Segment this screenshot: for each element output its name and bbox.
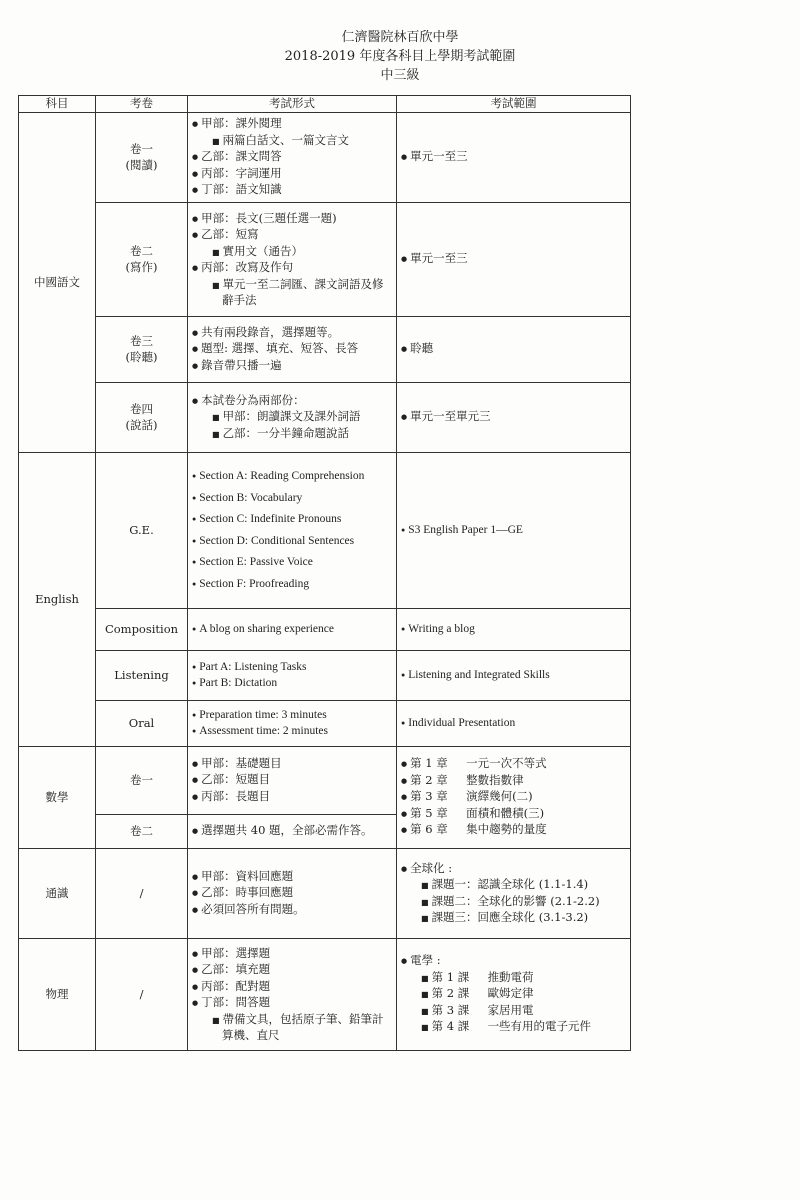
scope-cell xyxy=(397,747,631,849)
paper-subtitle: (寫作) xyxy=(125,259,158,274)
list-item: ■ 乙部：一分半鐘命題說話 xyxy=(192,426,392,443)
scope-cell xyxy=(397,383,631,453)
format-cell xyxy=(188,651,397,701)
subject-cell: English xyxy=(19,453,96,747)
lesson-title: 家居用電 xyxy=(487,1002,534,1017)
paper-cell: / xyxy=(96,849,188,939)
chapter-number: 第 5 章 xyxy=(410,805,448,820)
list-item: ■ 課題一：認識全球化 (1.1-1.4) xyxy=(401,877,626,894)
table-row xyxy=(19,203,631,317)
chapter-number: 第 2 章 xyxy=(410,772,448,787)
scope-cell xyxy=(397,939,631,1051)
table-row xyxy=(19,747,631,815)
list-item xyxy=(401,806,626,823)
list-item: ● 錄音帶只播一遍 xyxy=(192,358,392,375)
table-row xyxy=(19,383,631,453)
list-item: ● A blog on sharing experience xyxy=(192,622,392,638)
format-cell xyxy=(188,701,397,747)
list-item: ● 單元一至單元三 xyxy=(401,409,626,426)
list-item: ● 題型: 選擇、填充、短答、長答 xyxy=(192,341,392,358)
table-row xyxy=(19,939,631,1051)
chapter-number: 第 6 章 xyxy=(410,822,448,837)
list-item: ■ 兩篇白話文、一篇文言文 xyxy=(192,133,392,150)
list-item xyxy=(401,789,626,806)
list-item: ● 必須回答所有問題。 xyxy=(192,902,392,919)
list-item: ● S3 English Paper 1—GE xyxy=(401,523,626,539)
list-item: ● 乙部：填充題 xyxy=(192,962,392,979)
chapter-title: 集中趨勢的量度 xyxy=(466,822,547,837)
list-item: ● 甲部：資料回應題 xyxy=(192,869,392,886)
table-row xyxy=(19,113,631,203)
subject-cell: 通識 xyxy=(19,849,96,939)
paper-cell: G.E. xyxy=(96,453,188,609)
chapter-title: 一元一次不等式 xyxy=(466,756,547,771)
scope-cell xyxy=(397,701,631,747)
paper-name: 卷二 xyxy=(130,244,153,258)
scope-cell xyxy=(397,317,631,383)
lesson-title: 推動電荷 xyxy=(487,969,534,984)
list-item: ● Listening and Integrated Skills xyxy=(401,668,626,684)
paper-name: 卷四 xyxy=(130,402,153,416)
document-title: 2018-2019 年度各科目上學期考試範圍 xyxy=(284,49,516,64)
list-item: ● Writing a blog xyxy=(401,622,626,638)
format-cell xyxy=(188,939,397,1051)
paper-cell xyxy=(96,317,188,383)
paper-cell xyxy=(96,203,188,317)
table-row xyxy=(19,609,631,651)
list-item: ● 甲部：選擇題 xyxy=(192,946,392,963)
list-item: ● 乙部：時事回應題 xyxy=(192,885,392,902)
table-row xyxy=(19,701,631,747)
paper-cell: Composition xyxy=(96,609,188,651)
list-item: ● 選擇題共 40 題，全部必需作答。 xyxy=(192,823,392,840)
paper-subtitle: (聆聽) xyxy=(125,349,158,364)
scope-cell xyxy=(397,203,631,317)
table-row xyxy=(19,849,631,939)
scope-cell xyxy=(397,849,631,939)
format-cell xyxy=(188,609,397,651)
scope-cell xyxy=(397,651,631,701)
list-item xyxy=(401,970,626,987)
list-item: ● 甲部：基礎題目 xyxy=(192,756,392,773)
list-item: ● Section D: Conditional Sentences xyxy=(192,534,392,550)
list-item: ● Section E: Passive Voice xyxy=(192,555,392,571)
list-item: ■ 課題三：回應全球化 (3.1-3.2) xyxy=(401,910,626,927)
format-cell xyxy=(188,203,397,317)
header-subject: 科目 xyxy=(19,96,96,113)
list-item: ● 甲部：課外閱理 xyxy=(192,116,392,133)
exam-scope-table xyxy=(18,95,631,1051)
list-item: ■ 單元一至二詞匯、課文詞語及修辭手法 xyxy=(192,277,392,309)
table-row xyxy=(19,317,631,383)
paper-name: 卷三 xyxy=(130,334,153,348)
paper-cell xyxy=(96,113,188,203)
chapter-title: 整數指數律 xyxy=(466,772,524,787)
list-item xyxy=(401,1003,626,1020)
paper-cell: 卷一 xyxy=(96,747,188,815)
school-name: 仁濟醫院林百欣中學 xyxy=(341,30,459,45)
paper-name: 卷一 xyxy=(130,142,153,156)
list-item: ● Part B: Dictation xyxy=(192,676,392,692)
table-row xyxy=(19,651,631,701)
paper-subtitle: (閱讀) xyxy=(125,157,158,172)
paper-cell: Listening xyxy=(96,651,188,701)
lesson-title: 一些有用的電子元件 xyxy=(487,1019,592,1034)
format-cell xyxy=(188,317,397,383)
lesson-number: 第 2 課 xyxy=(431,986,470,1001)
format-cell xyxy=(188,815,397,849)
subject-cell: 物理 xyxy=(19,939,96,1051)
list-item: ● 全球化 : xyxy=(401,861,626,878)
scope-cell xyxy=(397,609,631,651)
scope-cell xyxy=(397,453,631,609)
list-item: ● 乙部：短題目 xyxy=(192,772,392,789)
list-item: ● Assessment time: 2 minutes xyxy=(192,724,392,740)
list-item xyxy=(401,1019,626,1036)
list-item: ■ 甲部：朗讀課文及課外詞語 xyxy=(192,409,392,426)
format-cell xyxy=(188,113,397,203)
list-item: ● 本試卷分為兩部份： xyxy=(192,393,392,410)
list-item xyxy=(401,822,626,839)
list-item: ● Section C: Indefinite Pronouns xyxy=(192,512,392,528)
list-item: ● Preparation time: 3 minutes xyxy=(192,708,392,724)
paper-cell xyxy=(96,383,188,453)
list-item: ● Section B: Vocabulary xyxy=(192,491,392,507)
list-item: ● 丙部：字詞運用 xyxy=(192,166,392,183)
table-row xyxy=(19,453,631,609)
list-item: ● Part A: Listening Tasks xyxy=(192,660,392,676)
format-cell xyxy=(188,747,397,815)
list-item: ● Individual Presentation xyxy=(401,716,626,732)
header-format: 考試形式 xyxy=(188,96,397,113)
chapter-title: 演繹幾何(二) xyxy=(466,789,533,804)
chapter-title: 面積和體積(三) xyxy=(466,805,545,820)
list-item: ● 甲部：長文(三題任選一題) xyxy=(192,211,392,228)
list-item: ● 單元一至三 xyxy=(401,251,626,268)
lesson-number: 第 3 課 xyxy=(431,1002,470,1017)
lesson-number: 第 1 課 xyxy=(431,969,470,984)
lesson-title: 歐姆定律 xyxy=(487,986,534,1001)
list-item: ● 丁部：語文知識 xyxy=(192,182,392,199)
subject-cell: 數學 xyxy=(19,747,96,849)
chapter-number: 第 3 章 xyxy=(410,789,448,804)
document-header xyxy=(0,28,800,85)
lesson-number: 第 4 課 xyxy=(431,1019,470,1034)
list-item: ● Section A: Reading Comprehension xyxy=(192,469,392,485)
list-item: ● 乙部：課文問答 xyxy=(192,149,392,166)
format-cell xyxy=(188,849,397,939)
header-paper: 考卷 xyxy=(96,96,188,113)
list-item: ● 丙部：配對題 xyxy=(192,979,392,996)
table-header-row xyxy=(19,96,631,113)
list-item: ■ 帶備文具，包括原子筆、鉛筆計算機、直尺 xyxy=(192,1012,392,1044)
paper-cell: Oral xyxy=(96,701,188,747)
scope-cell xyxy=(397,113,631,203)
paper-cell: / xyxy=(96,939,188,1051)
list-item: ● 電學 : xyxy=(401,953,626,970)
chapter-number: 第 1 章 xyxy=(410,756,448,771)
list-item: ● 丙部：改寫及作句 xyxy=(192,260,392,277)
subject-cell: 中國語文 xyxy=(19,113,96,453)
list-item: ■ 實用文（通告） xyxy=(192,244,392,261)
format-cell xyxy=(188,383,397,453)
paper-cell: 卷二 xyxy=(96,815,188,849)
list-item: ● 丙部：長題目 xyxy=(192,789,392,806)
list-item xyxy=(401,756,626,773)
grade-level: 中三級 xyxy=(380,68,420,83)
list-item: ● 共有兩段錄音，選擇題等。 xyxy=(192,325,392,342)
list-item: ● 單元一至三 xyxy=(401,149,626,166)
list-item xyxy=(401,986,626,1003)
list-item: ● 丁部：問答題 xyxy=(192,995,392,1012)
list-item: ● 乙部：短寫 xyxy=(192,227,392,244)
list-item xyxy=(401,773,626,790)
format-cell xyxy=(188,453,397,609)
list-item: ● 聆聽 xyxy=(401,341,626,358)
paper-subtitle: (說話) xyxy=(125,417,158,432)
list-item: ■ 課題二：全球化的影響 (2.1-2.2) xyxy=(401,894,626,911)
header-scope: 考試範圍 xyxy=(397,96,631,113)
list-item: ● Section F: Proofreading xyxy=(192,577,392,593)
